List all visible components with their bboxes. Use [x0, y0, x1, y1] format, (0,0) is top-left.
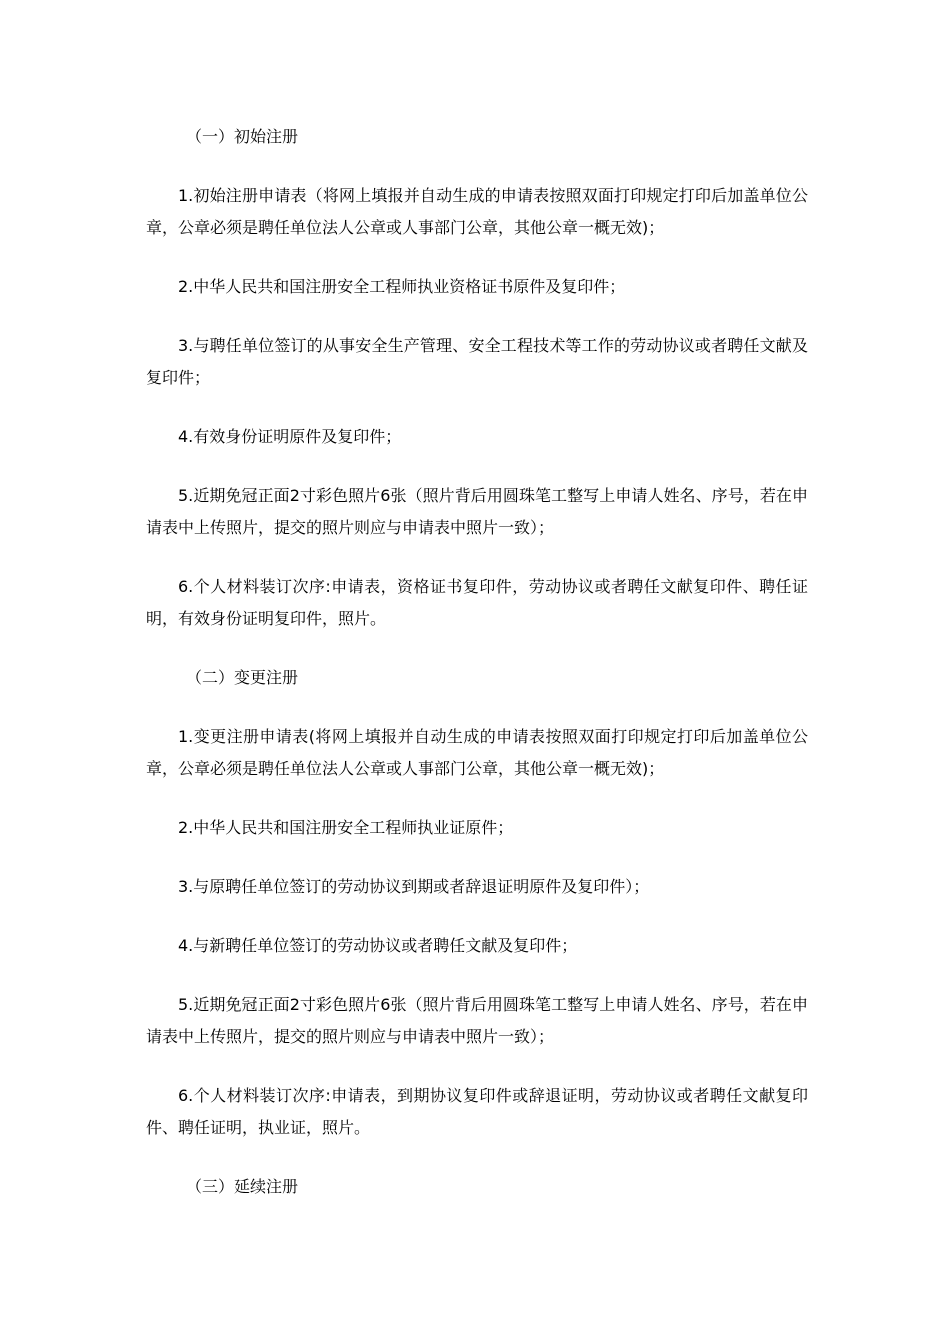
list-item: 1.初始注册申请表（将网上填报并自动生成的申请表按照双面打印规定打印后加盖单位公章，公章必须是聘任单位法人公章或人事部门公章，其他公章一概无效)； — [146, 186, 808, 237]
list-item: 6.个人材料装订次序:申请表，到期协议复印件或辞退证明，劳动协议或者聘任文献复印件、聘任证明，执业证，照片。 — [146, 1086, 808, 1137]
list-item: 4.有效身份证明原件及复印件； — [178, 427, 402, 446]
document-body — [146, 121, 808, 1203]
section-heading: （三）延续注册 — [186, 1177, 299, 1196]
section-heading: （一）初始注册 — [186, 127, 299, 146]
list-item: 2.中华人民共和国注册安全工程师执业资格证书原件及复印件； — [178, 277, 626, 296]
list-item: 5.近期免冠正面2寸彩色照片6张（照片背后用圆珠笔工整写上申请人姓名、序号，若在申请表中上传照片，提交的照片则应与申请表中照片一致）； — [146, 486, 808, 537]
list-item: 1.变更注册申请表(将网上填报并自动生成的申请表按照双面打印规定打印后加盖单位公章，公章必须是聘任单位法人公章或人事部门公章，其他公章一概无效)； — [146, 727, 808, 778]
list-item: 6.个人材料装订次序:申请表，资格证书复印件，劳动协议或者聘任文献复印件、聘任证明，有效身份证明复印件，照片。 — [146, 577, 808, 628]
list-item: 2.中华人民共和国注册安全工程师执业证原件； — [178, 818, 514, 837]
list-item: 4.与新聘任单位签订的劳动协议或者聘任文献及复印件； — [178, 936, 578, 955]
list-item: 3.与聘任单位签订的从事安全生产管理、安全工程技术等工作的劳动协议或者聘任文献及复印件； — [146, 336, 808, 387]
list-item: 3.与原聘任单位签订的劳动协议到期或者辞退证明原件及复印件）； — [178, 877, 650, 896]
section-heading: （二）变更注册 — [186, 668, 299, 687]
list-item: 5.近期免冠正面2寸彩色照片6张（照片背后用圆珠笔工整写上申请人姓名、序号，若在申请表中上传照片，提交的照片则应与申请表中照片一致）； — [146, 995, 808, 1046]
